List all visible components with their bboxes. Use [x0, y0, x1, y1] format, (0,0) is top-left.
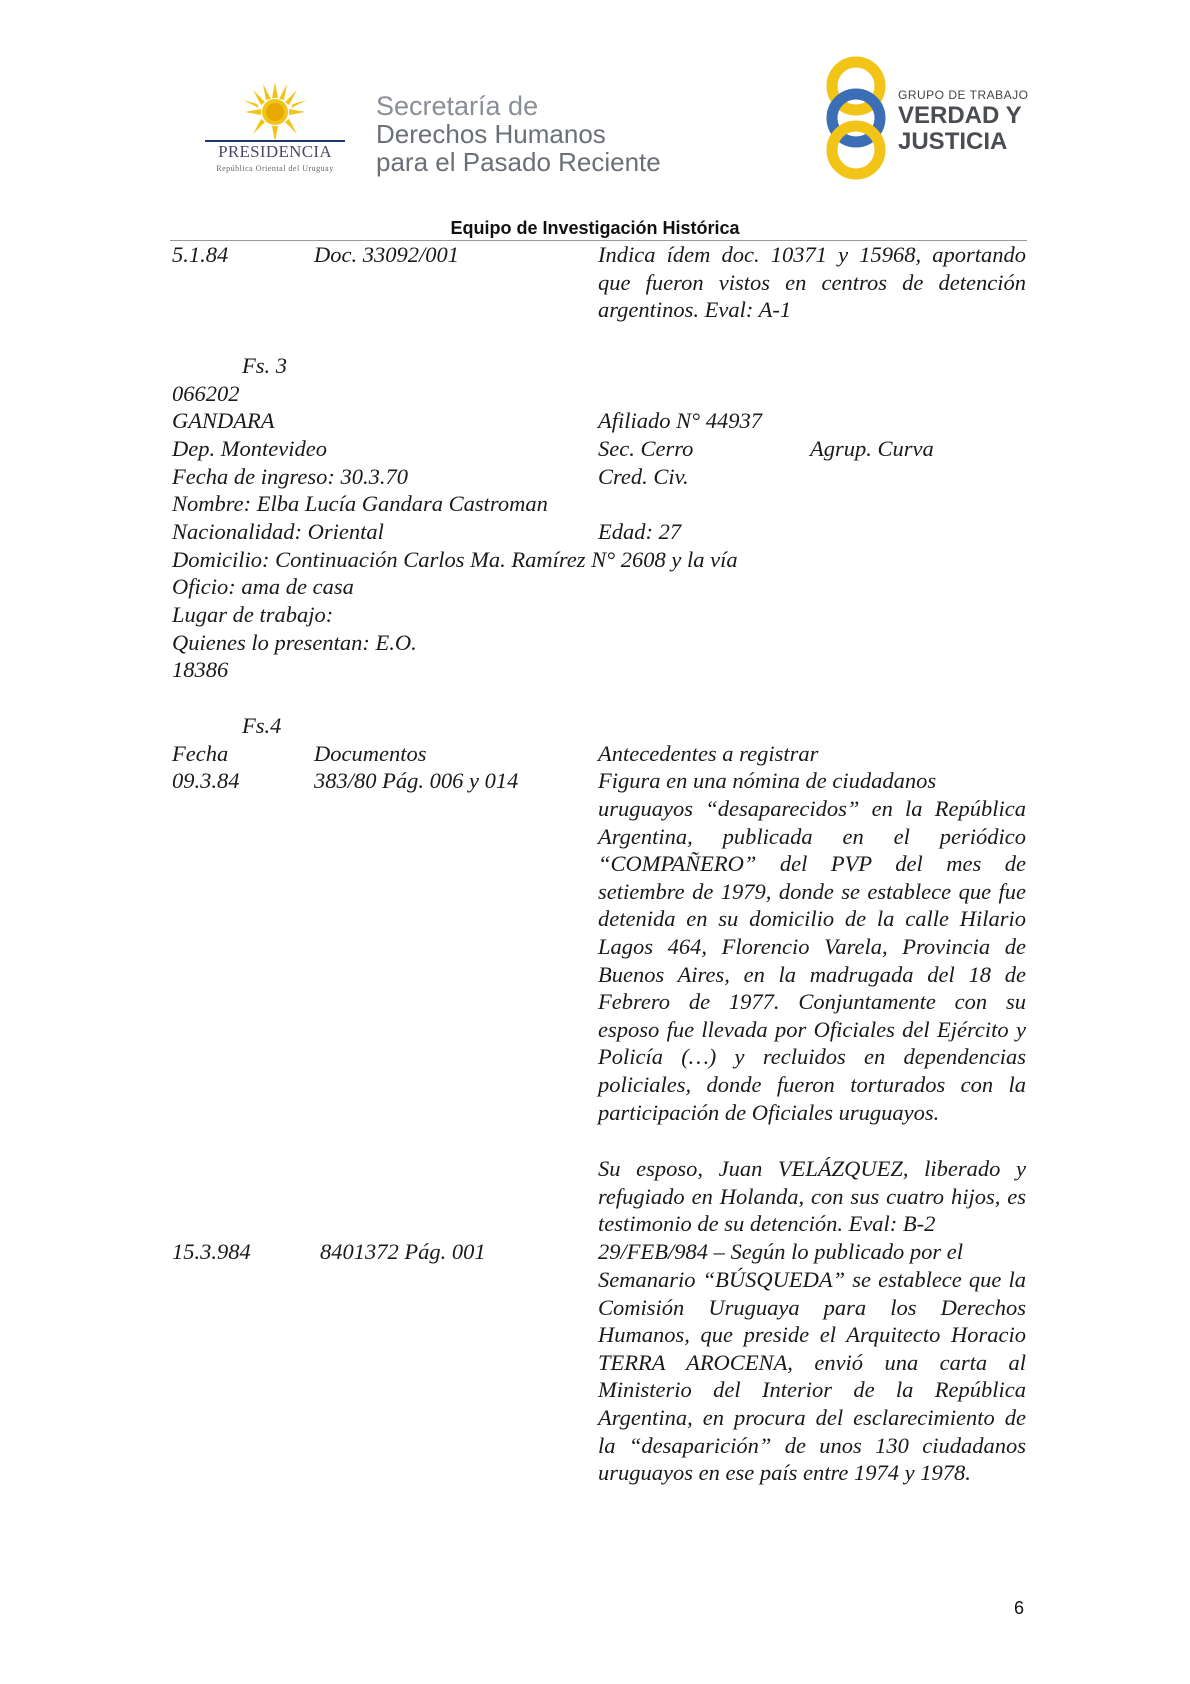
fs3-sec: Sec. Cerro — [598, 436, 694, 461]
sun-emblem-icon — [235, 80, 315, 140]
team-title: Equipo de Investigación Histórica — [450, 218, 740, 238]
record-text: Semanario “BÚSQUEDA” se establece que la Comisión Uruguaya para los Derechos Humanos, que preside el Arquitecto Horacio TERRA AROCENA, envió una carta al Ministerio del Interior de la República Argentina, en procura del esclarecimiento de la “desaparición” de unos 130 ciudadanos uruguayos en ese país entre 1974 y 1978. — [598, 1267, 1026, 1486]
fs4-label: Fs.4 — [242, 713, 282, 738]
entry-date: 5.1.84 — [172, 242, 229, 267]
secretaria-logo-text — [376, 92, 661, 176]
grupo-label: GRUPO DE TRABAJO — [898, 88, 1029, 102]
fs3-number: 066202 — [172, 381, 240, 406]
verdad-justicia-logo — [822, 56, 1032, 180]
fs3-afiliado: Afiliado N° 44937 — [598, 408, 763, 433]
fs3-edad: Edad: 27 — [598, 519, 682, 544]
record-first-line: 29/FEB/984 – Según lo publicado por el — [598, 1239, 963, 1264]
fs3-label: Fs. 3 — [242, 353, 287, 378]
fs3-nombre: Nombre: Elba Lucía Gandara Castroman — [172, 491, 548, 516]
presidencia-name: PRESIDENCIA — [218, 142, 332, 161]
grupo-title-line: VERDAD Y — [898, 102, 1022, 129]
fs3-fecha-ingreso: Fecha de ingreso: 30.3.70 — [172, 464, 408, 489]
fs3-lugar-trabajo: Lugar de trabajo: — [172, 602, 334, 627]
column-header-antecedentes: Antecedentes a registrar — [598, 741, 819, 766]
fs3-domicilio: Domicilio: Continuación Carlos Ma. Ramírez N° 2608 y la vía — [172, 547, 738, 572]
record-text: uruguayos “desaparecidos” en la República Argentina, publicada en el periódico “COMPAÑERO” del PVP del mes de setiembre de 1979, donde se establece que fue detenida en su domicilio de la calle Hilario Lagos 464, Florencio Varela, Provincia de Buenos Aires, en la madrugada del 18 de Febrero de 1977. Conjuntamente con su esposo fue llevada por Oficiales del Ejército y Policía (…) y recluidos en dependencias policiales, donde fueron torturados con la participación de Oficiales uruguayos. — [598, 796, 1026, 1125]
record-doc: 8401372 Pág. 001 — [320, 1239, 486, 1264]
fs3-agrup: Agrup. Curva — [810, 436, 934, 461]
fs3-code: 18386 — [172, 657, 229, 682]
linked-rings-icon — [822, 56, 902, 180]
column-header-fecha: Fecha — [172, 741, 229, 766]
grupo-title-line: JUSTICIA — [898, 128, 1008, 155]
record-doc: 383/80 Pág. 006 y 014 — [314, 768, 519, 793]
entry-text: Indica ídem doc. 10371 y 15968, aportando que fueron vistos en centros de detención argentinos. Eval: A-1 — [598, 242, 1026, 323]
record-first-line: Figura en una nómina de ciudadanos — [598, 768, 937, 793]
fs3-dep: Dep. Montevideo — [172, 436, 327, 461]
fs3-presentan: Quienes lo presentan: E.O. — [172, 630, 417, 655]
secretaria-line: Derechos Humanos — [376, 119, 606, 149]
fs3-surname: GANDARA — [172, 408, 275, 433]
record-date: 15.3.984 — [172, 1239, 251, 1264]
fs3-nacionalidad: Nacionalidad: Oriental — [172, 519, 384, 544]
entry-doc: Doc. 33092/001 — [314, 242, 459, 267]
column-header-documentos: Documentos — [314, 741, 427, 766]
page-number: 6 — [1014, 1598, 1025, 1618]
presidencia-subtitle: República Oriental del Uruguay — [216, 164, 334, 173]
secretaria-line: Secretaría de — [376, 91, 539, 121]
fs3-oficio: Oficio: ama de casa — [172, 574, 354, 599]
record-text-continued: Su esposo, Juan VELÁZQUEZ, liberado y refugiado en Holanda, con sus cuatro hijos, es testimonio de su detención. Eval: B-2 — [598, 1156, 1026, 1237]
secretaria-line: para el Pasado Reciente — [376, 147, 661, 177]
presidencia-logo — [195, 80, 355, 180]
fs3-cred: Cred. Civ. — [598, 464, 689, 489]
record-date: 09.3.84 — [172, 768, 240, 793]
